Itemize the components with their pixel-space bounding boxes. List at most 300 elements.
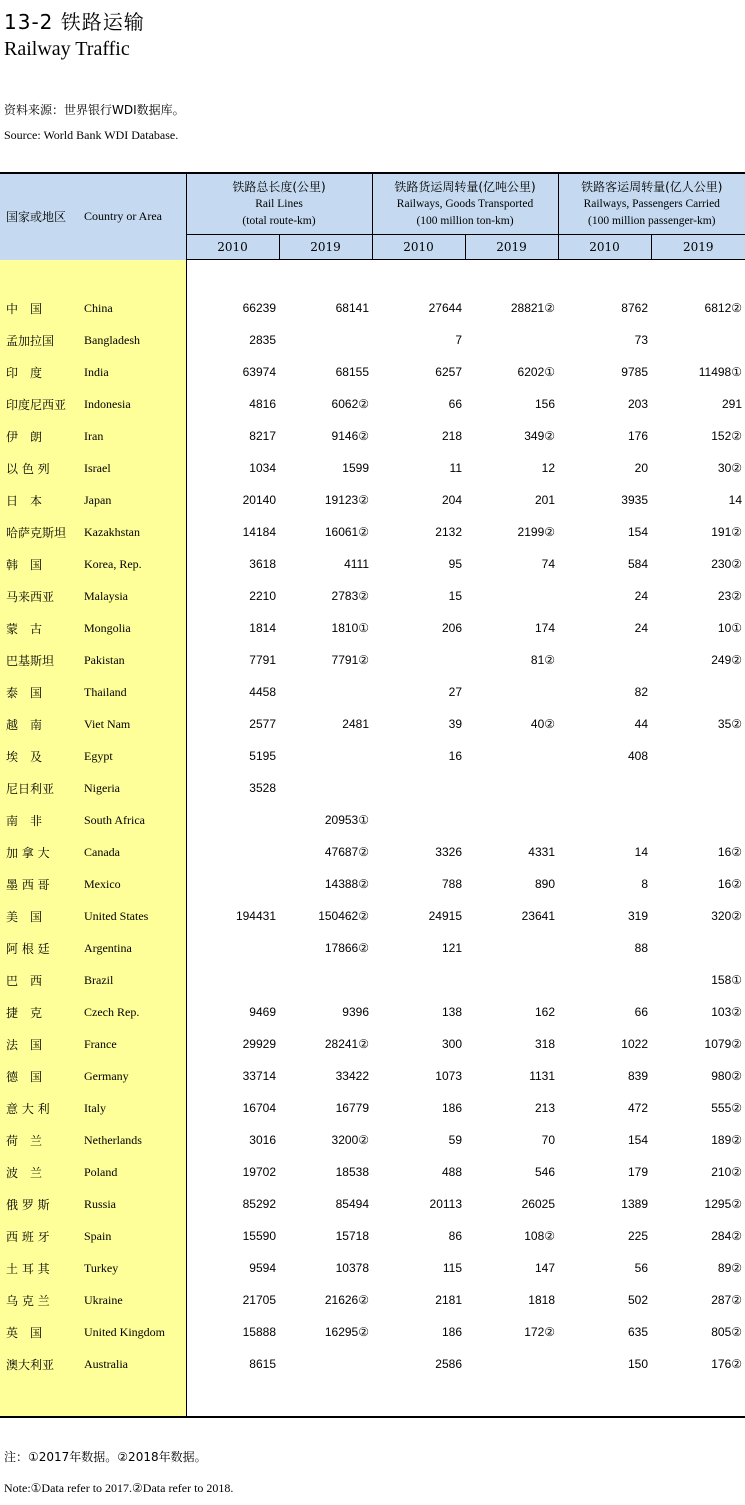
group-label-en: Railways, Passengers Carried <box>583 197 720 210</box>
value-cell: 152② <box>711 429 742 443</box>
country-name-en: Thailand <box>82 676 186 708</box>
value-cell: 1034 <box>249 461 276 475</box>
empty-cell <box>558 260 651 293</box>
value-cell: 4816 <box>249 397 276 411</box>
table-row <box>0 708 745 740</box>
value-cell <box>558 964 651 996</box>
country-name-en: Israel <box>82 452 186 484</box>
country-name-cn: 意 大 利 <box>0 1092 82 1124</box>
value-cell: 66 <box>634 1005 648 1019</box>
value-cell: 8217 <box>249 429 276 443</box>
country-name-en: South Africa <box>82 804 186 836</box>
value-cell: 225 <box>627 1229 648 1243</box>
table-row <box>0 740 745 772</box>
year-header: 2010 <box>558 235 651 260</box>
value-cell <box>558 772 651 804</box>
value-cell: 2835 <box>249 333 276 347</box>
value-cell: 15718 <box>335 1229 369 1243</box>
value-cell: 3618 <box>249 557 276 571</box>
value-cell: 291 <box>721 397 742 411</box>
country-name-en: Indonesia <box>82 388 186 420</box>
value-cell: 2577 <box>249 717 276 731</box>
group-label-cn: 铁路客运周转量(亿人公里) <box>581 179 723 194</box>
value-cell: 349② <box>524 429 555 443</box>
table-row <box>0 292 745 324</box>
value-cell: 6257 <box>435 365 462 379</box>
country-name-cn: 尼日利亚 <box>0 772 82 804</box>
country-name-en: Japan <box>82 484 186 516</box>
value-cell: 33422 <box>335 1069 369 1083</box>
value-cell: 14 <box>634 845 648 859</box>
value-cell: 154 <box>627 525 648 539</box>
value-cell: 1131 <box>529 1069 555 1083</box>
country-name-en: Italy <box>82 1092 186 1124</box>
empty-cell <box>0 260 82 293</box>
value-cell: 488 <box>441 1165 462 1179</box>
value-cell: 8762 <box>621 301 648 315</box>
value-cell: 10378 <box>335 1261 369 1275</box>
country-name-en: Netherlands <box>82 1124 186 1156</box>
value-cell: 9396 <box>342 1005 369 1019</box>
value-cell <box>279 740 372 772</box>
header-group-rail-lines <box>186 173 372 235</box>
value-cell: 206 <box>441 621 462 635</box>
value-cell: 81② <box>530 653 555 667</box>
value-cell: 4111 <box>344 557 369 571</box>
country-name-cn: 西 班 牙 <box>0 1220 82 1252</box>
country-name-cn: 墨 西 哥 <box>0 868 82 900</box>
value-cell: 210② <box>711 1165 742 1179</box>
value-cell: 18538 <box>335 1165 369 1179</box>
value-cell: 33714 <box>242 1069 276 1083</box>
table-row <box>0 1124 745 1156</box>
empty-cell <box>279 260 372 293</box>
country-name-cn: 印度尼西亚 <box>0 388 82 420</box>
country-name-en: Ukraine <box>82 1284 186 1316</box>
table-row <box>0 452 745 484</box>
country-name-cn: 加 拿 大 <box>0 836 82 868</box>
table-row <box>0 804 745 836</box>
empty-cell <box>82 1380 186 1417</box>
value-cell: 23② <box>717 589 742 603</box>
source-note-en: Source: World Bank WDI Database. <box>4 128 179 142</box>
value-cell: 584 <box>627 557 648 571</box>
group-label-cn: 铁路总长度(公里) <box>232 179 326 194</box>
table-row <box>0 324 745 356</box>
value-cell: 162 <box>534 1005 555 1019</box>
value-cell: 318 <box>534 1037 555 1051</box>
table-row <box>0 388 745 420</box>
value-cell: 191② <box>711 525 742 539</box>
table-row <box>0 516 745 548</box>
header-group-passengers <box>558 173 745 235</box>
value-cell: 555② <box>711 1101 742 1115</box>
footnote-cn: 注：①2017年数据。②2018年数据。 <box>4 1450 207 1464</box>
country-name-cn: 荷 兰 <box>0 1124 82 1156</box>
country-name-en: Pakistan <box>82 644 186 676</box>
value-cell: 86 <box>448 1229 462 1243</box>
table-row <box>0 1348 745 1380</box>
value-cell: 39 <box>448 717 462 731</box>
value-cell: 56 <box>634 1261 648 1275</box>
value-cell <box>279 324 372 356</box>
country-name-cn: 美 国 <box>0 900 82 932</box>
value-cell: 17866② <box>324 941 369 955</box>
table-body <box>0 260 745 1418</box>
country-name-cn: 以 色 列 <box>0 452 82 484</box>
country-name-en: Kazakhstan <box>82 516 186 548</box>
country-name-en: Nigeria <box>82 772 186 804</box>
country-name-cn: 印 度 <box>0 356 82 388</box>
empty-cell <box>0 1380 82 1417</box>
country-name-en: Germany <box>82 1060 186 1092</box>
value-cell: 176② <box>711 1357 742 1371</box>
table-row <box>0 996 745 1028</box>
value-cell: 108② <box>524 1229 555 1243</box>
value-cell: 546 <box>534 1165 555 1179</box>
country-name-cn: 阿 根 廷 <box>0 932 82 964</box>
value-cell: 24915 <box>428 909 462 923</box>
country-name-cn: 马来西亚 <box>0 580 82 612</box>
empty-cell <box>279 1380 372 1417</box>
group-label-en: Rail Lines <box>255 197 303 210</box>
value-cell: 156 <box>534 397 555 411</box>
header-country-en: Country or Area <box>82 173 186 260</box>
country-name-cn: 蒙 古 <box>0 612 82 644</box>
country-name-cn: 韩 国 <box>0 548 82 580</box>
value-cell: 3935 <box>621 493 648 507</box>
value-cell: 158① <box>711 973 742 987</box>
spacer-row <box>0 1380 745 1417</box>
value-cell <box>465 932 558 964</box>
country-name-cn: 中 国 <box>0 292 82 324</box>
value-cell <box>279 676 372 708</box>
value-cell: 35② <box>717 717 742 731</box>
value-cell: 70 <box>541 1133 555 1147</box>
value-cell: 8 <box>641 877 648 891</box>
country-name-cn: 伊 朗 <box>0 420 82 452</box>
table-row <box>0 676 745 708</box>
value-cell <box>651 772 745 804</box>
country-name-en: Russia <box>82 1188 186 1220</box>
table-row <box>0 1156 745 1188</box>
value-cell: 27644 <box>428 301 462 315</box>
value-cell: 89② <box>717 1261 742 1275</box>
value-cell: 15888 <box>242 1325 276 1339</box>
country-name-en: United States <box>82 900 186 932</box>
value-cell <box>186 932 279 964</box>
value-cell: 40② <box>530 717 555 731</box>
value-cell: 189② <box>711 1133 742 1147</box>
value-cell <box>279 964 372 996</box>
country-name-en: Brazil <box>82 964 186 996</box>
value-cell: 95 <box>448 557 462 571</box>
value-cell: 121 <box>441 941 462 955</box>
value-cell <box>465 676 558 708</box>
country-name-en: Poland <box>82 1156 186 1188</box>
value-cell: 14184 <box>242 525 276 539</box>
value-cell: 16779 <box>335 1101 369 1115</box>
country-name-cn: 波 兰 <box>0 1156 82 1188</box>
table-row <box>0 1316 745 1348</box>
value-cell: 44 <box>634 717 648 731</box>
empty-cell <box>651 1380 745 1417</box>
header-country-cn: 国家或地区 <box>0 173 82 260</box>
value-cell: 85494 <box>335 1197 369 1211</box>
value-cell: 9469 <box>249 1005 276 1019</box>
value-cell: 635 <box>627 1325 648 1339</box>
value-cell: 287② <box>711 1293 742 1307</box>
value-cell: 213 <box>534 1101 555 1115</box>
group-unit: (total route-km) <box>242 214 316 227</box>
value-cell: 20113 <box>429 1197 462 1211</box>
value-cell: 20953① <box>324 813 369 827</box>
table-row <box>0 900 745 932</box>
value-cell: 30② <box>717 461 742 475</box>
country-name-en: China <box>82 292 186 324</box>
value-cell: 150462② <box>318 909 369 923</box>
value-cell: 249② <box>711 653 742 667</box>
value-cell: 103② <box>711 1005 742 1019</box>
country-name-cn: 南 非 <box>0 804 82 836</box>
value-cell: 284② <box>711 1229 742 1243</box>
value-cell <box>558 804 651 836</box>
country-name-en: Mexico <box>82 868 186 900</box>
footnote-en: Note:①Data refer to 2017.②Data refer to 2018. <box>4 1481 234 1495</box>
country-name-cn: 德 国 <box>0 1060 82 1092</box>
table-row <box>0 356 745 388</box>
value-cell: 2586 <box>435 1357 462 1371</box>
page-title-cn: 13-2 铁路运输 <box>4 10 145 34</box>
value-cell: 63974 <box>242 365 276 379</box>
group-unit: (100 million ton-km) <box>416 214 514 227</box>
value-cell: 300 <box>441 1037 462 1051</box>
value-cell: 47687② <box>324 845 369 859</box>
value-cell: 66 <box>448 397 462 411</box>
value-cell: 82 <box>634 685 648 699</box>
value-cell: 172② <box>524 1325 555 1339</box>
value-cell: 147 <box>534 1261 555 1275</box>
table-row <box>0 612 745 644</box>
value-cell: 5195 <box>249 749 276 763</box>
spacer-row <box>0 260 745 293</box>
value-cell: 1022 <box>621 1037 648 1051</box>
country-name-cn: 土 耳 其 <box>0 1252 82 1284</box>
value-cell: 15590 <box>242 1229 276 1243</box>
country-name-cn: 哈萨克斯坦 <box>0 516 82 548</box>
value-cell <box>651 932 745 964</box>
value-cell: 176 <box>627 429 648 443</box>
value-cell: 73 <box>634 333 648 347</box>
value-cell: 138 <box>441 1005 462 1019</box>
value-cell: 2181 <box>435 1293 462 1307</box>
railway-traffic-table <box>0 172 745 1418</box>
value-cell <box>651 804 745 836</box>
value-cell: 16061② <box>324 525 369 539</box>
value-cell: 204 <box>441 493 462 507</box>
country-name-en: Australia <box>82 1348 186 1380</box>
value-cell: 9146② <box>331 429 369 443</box>
value-cell: 1818 <box>528 1293 555 1307</box>
value-cell: 16704 <box>242 1101 276 1115</box>
value-cell: 16 <box>448 749 462 763</box>
value-cell: 1073 <box>435 1069 462 1083</box>
country-name-en: Turkey <box>82 1252 186 1284</box>
value-cell: 66239 <box>242 301 276 315</box>
empty-cell <box>372 260 465 293</box>
value-cell: 1810① <box>331 621 369 635</box>
value-cell: 230② <box>711 557 742 571</box>
country-name-cn: 英 国 <box>0 1316 82 1348</box>
value-cell: 980② <box>711 1069 742 1083</box>
table-row <box>0 1092 745 1124</box>
value-cell: 6062② <box>331 397 369 411</box>
value-cell: 1079② <box>704 1037 742 1051</box>
country-name-cn: 孟加拉国 <box>0 324 82 356</box>
table-row <box>0 548 745 580</box>
country-name-cn: 捷 克 <box>0 996 82 1028</box>
value-cell: 2783② <box>331 589 369 603</box>
value-cell: 28241② <box>324 1037 369 1051</box>
value-cell: 7791 <box>249 653 276 667</box>
value-cell: 24 <box>634 589 648 603</box>
value-cell <box>465 964 558 996</box>
country-name-en: Bangladesh <box>82 324 186 356</box>
year-header: 2019 <box>651 235 745 260</box>
value-cell: 23641 <box>521 909 555 923</box>
country-name-en: Canada <box>82 836 186 868</box>
value-cell: 201 <box>534 493 555 507</box>
value-cell <box>372 644 465 676</box>
value-cell: 16② <box>717 845 742 859</box>
value-cell: 890 <box>534 877 555 891</box>
value-cell: 19123② <box>324 493 369 507</box>
value-cell: 186 <box>441 1325 462 1339</box>
table-row <box>0 484 745 516</box>
value-cell <box>558 644 651 676</box>
empty-cell <box>82 260 186 293</box>
value-cell: 19702 <box>242 1165 276 1179</box>
group-label-en: Railways, Goods Transported <box>396 197 534 210</box>
value-cell: 16② <box>717 877 742 891</box>
value-cell: 320② <box>711 909 742 923</box>
country-name-en: United Kingdom <box>82 1316 186 1348</box>
empty-cell <box>186 1380 279 1417</box>
country-name-cn: 埃 及 <box>0 740 82 772</box>
group-unit: (100 million passenger-km) <box>587 214 716 227</box>
header-group-goods <box>372 173 558 235</box>
value-cell: 9785 <box>621 365 648 379</box>
table-row <box>0 836 745 868</box>
table-row <box>0 868 745 900</box>
year-header: 2010 <box>372 235 465 260</box>
value-cell: 179 <box>627 1165 648 1179</box>
value-cell <box>465 804 558 836</box>
table-row <box>0 1028 745 1060</box>
value-cell: 7791② <box>331 653 369 667</box>
empty-cell <box>558 1380 651 1417</box>
value-cell: 1389 <box>621 1197 648 1211</box>
year-header: 2019 <box>465 235 558 260</box>
value-cell: 788 <box>441 877 462 891</box>
empty-cell <box>465 260 558 293</box>
value-cell <box>465 740 558 772</box>
value-cell <box>651 324 745 356</box>
value-cell: 839 <box>627 1069 648 1083</box>
empty-cell <box>651 260 745 293</box>
value-cell: 14388② <box>324 877 369 891</box>
empty-cell <box>465 1380 558 1417</box>
value-cell <box>186 868 279 900</box>
value-cell: 150 <box>627 1357 648 1371</box>
country-name-cn: 乌 克 兰 <box>0 1284 82 1316</box>
table-row <box>0 580 745 612</box>
value-cell: 27 <box>448 685 462 699</box>
table-row <box>0 932 745 964</box>
table-row <box>0 1188 745 1220</box>
value-cell: 29929 <box>242 1037 276 1051</box>
value-cell: 174 <box>534 621 555 635</box>
country-name-en: India <box>82 356 186 388</box>
value-cell: 218 <box>441 429 462 443</box>
value-cell <box>372 772 465 804</box>
value-cell: 6202① <box>517 365 555 379</box>
value-cell: 24 <box>634 621 648 635</box>
value-cell <box>465 772 558 804</box>
table-row <box>0 644 745 676</box>
value-cell: 1295② <box>704 1197 742 1211</box>
country-name-cn: 泰 国 <box>0 676 82 708</box>
table-row <box>0 420 745 452</box>
country-name-cn: 澳大利亚 <box>0 1348 82 1380</box>
value-cell: 9594 <box>249 1261 276 1275</box>
value-cell <box>651 740 745 772</box>
value-cell: 21705 <box>242 1293 276 1307</box>
value-cell: 15 <box>448 589 462 603</box>
country-name-cn: 巴基斯坦 <box>0 644 82 676</box>
value-cell: 2481 <box>342 717 369 731</box>
table-row <box>0 1284 745 1316</box>
value-cell: 68155 <box>335 365 369 379</box>
country-name-cn: 俄 罗 斯 <box>0 1188 82 1220</box>
value-cell: 85292 <box>242 1197 276 1211</box>
source-note-cn: 资料来源：世界银行WDI数据库。 <box>4 103 185 117</box>
value-cell: 115 <box>442 1261 462 1275</box>
value-cell: 472 <box>627 1101 648 1115</box>
value-cell: 59 <box>448 1133 462 1147</box>
value-cell: 88 <box>634 941 648 955</box>
value-cell: 2199② <box>517 525 555 539</box>
value-cell: 10① <box>717 621 742 635</box>
empty-cell <box>186 260 279 293</box>
value-cell <box>465 580 558 612</box>
empty-cell <box>372 1380 465 1417</box>
value-cell: 2132 <box>435 525 462 539</box>
table-row <box>0 1060 745 1092</box>
country-name-en: Viet Nam <box>82 708 186 740</box>
value-cell: 21626② <box>324 1293 369 1307</box>
value-cell <box>465 1348 558 1380</box>
value-cell: 20140 <box>242 493 276 507</box>
value-cell: 12 <box>541 461 555 475</box>
value-cell: 4331 <box>528 845 555 859</box>
country-name-en: Czech Rep. <box>82 996 186 1028</box>
value-cell: 502 <box>627 1293 648 1307</box>
value-cell <box>372 964 465 996</box>
value-cell: 3326 <box>435 845 462 859</box>
country-name-en: Mongolia <box>82 612 186 644</box>
country-name-cn: 法 国 <box>0 1028 82 1060</box>
